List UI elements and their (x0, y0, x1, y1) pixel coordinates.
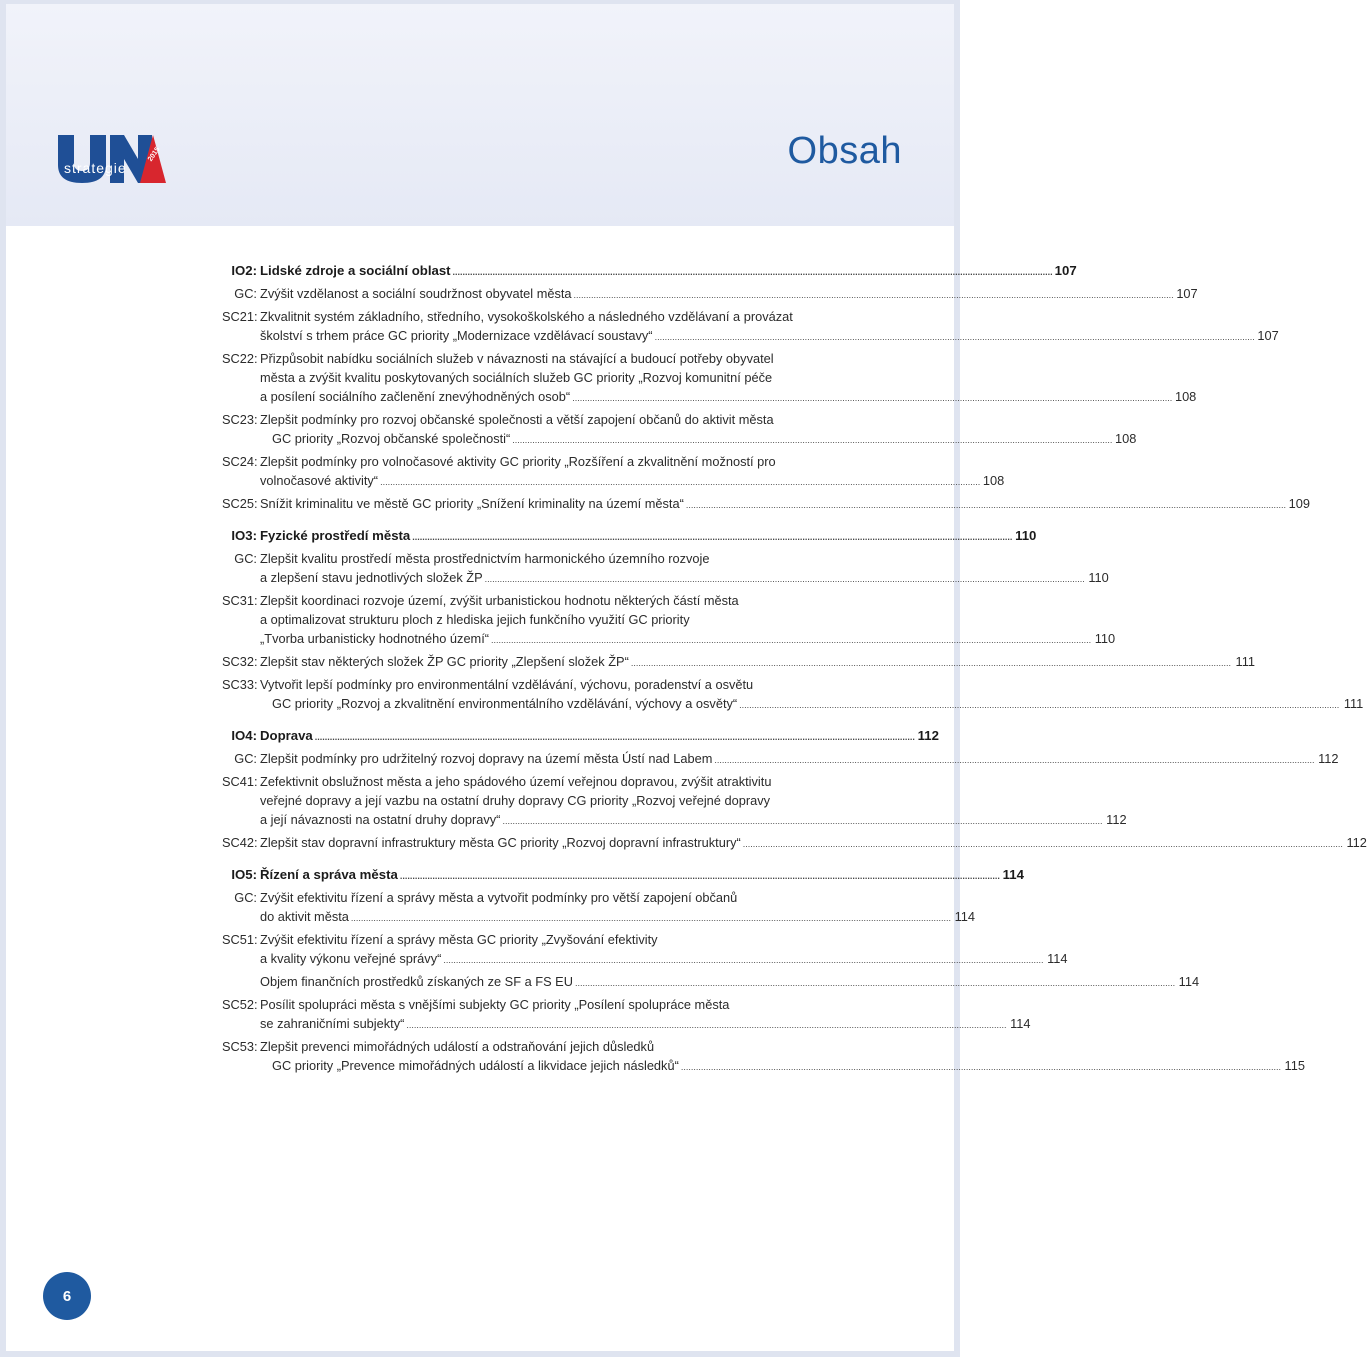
toc-entry-text: volnočasové aktivity“ (260, 473, 379, 488)
toc-entry-text: a zlepšení stavu jednotlivých složek ŽP (260, 570, 483, 585)
toc-entry[interactable] (222, 494, 1310, 515)
toc-entry-code: GC: (234, 890, 257, 905)
toc-entry-text: „Tvorba urbanisticky hodnotného území“ (260, 631, 490, 646)
toc-page-number: 107 (1257, 328, 1279, 343)
toc-page-number: 110 (1015, 528, 1037, 543)
toc-entry[interactable] (222, 833, 1367, 854)
dot-leader (502, 812, 1102, 831)
toc-entry-code: SC31: (222, 593, 258, 608)
toc-entry-code: SC23: (222, 412, 258, 427)
toc-page-number: 114 (954, 909, 976, 924)
toc-page-number: 111 (1343, 696, 1364, 711)
toc-entry-text: Zlepšit podmínky pro rozvoj občanské společnosti a větší zapojení občanů do aktivit města (260, 412, 774, 427)
toc-page-number: 109 (1288, 496, 1310, 511)
toc-entry-code: GC: (234, 286, 257, 301)
dot-leader (574, 286, 1174, 305)
toc-page-number: 114 (1178, 974, 1200, 989)
dot-leader (412, 528, 1012, 547)
toc-entry-code: IO4: (231, 728, 257, 743)
toc-entry-text: Zlepšit koordinaci rozvoje území, zvýšit urbanistickou hodnotu některých částí města (260, 593, 739, 608)
dot-leader (485, 570, 1085, 589)
toc-entry-code: SC41: (222, 774, 258, 789)
toc-entry-text: a posílení sociálního začlenění znevýhodněných osob“ (260, 389, 571, 404)
toc-entry-text: Doprava (260, 728, 313, 743)
dot-leader (681, 1058, 1281, 1077)
toc-entry-code (222, 972, 260, 993)
toc-entry-code: SC52: (222, 997, 258, 1012)
toc-entry-code: SC22: (222, 351, 258, 366)
toc-page-number: 115 (1284, 1058, 1305, 1073)
toc-page-number: 110 (1088, 570, 1109, 585)
dot-leader (380, 473, 980, 492)
toc-section-heading[interactable] (222, 726, 939, 747)
toc-entry[interactable] (222, 452, 1005, 492)
toc-page-number: 112 (1346, 835, 1367, 850)
toc-section-heading[interactable] (222, 526, 1037, 547)
toc-page-number: 112 (1318, 751, 1339, 766)
toc-entry-code: SC32: (222, 654, 258, 669)
toc-entry-text: GC priority „Rozvoj a zkvalitnění environmentálního vzdělávání, výchovy a osvěty“ (272, 696, 738, 711)
toc-entry-text: města a zvýšit kvalitu poskytovaných sociálních služeb GC priority „Rozvoj komunitní péče (260, 370, 773, 385)
toc-section-heading[interactable] (222, 865, 1024, 886)
dot-leader (739, 696, 1339, 715)
toc-entry[interactable] (222, 549, 1109, 589)
toc-entry[interactable] (222, 284, 1198, 305)
toc-entry-code: GC: (234, 751, 257, 766)
toc-entry-code: SC24: (222, 454, 258, 469)
logo-year: 2015 (147, 146, 162, 163)
toc-entry[interactable] (222, 652, 1255, 673)
table-of-contents (222, 261, 1367, 1077)
toc-entry-code: SC25: (222, 496, 258, 511)
toc-entry[interactable] (222, 749, 1339, 770)
toc-entry-text: Zlepšit podmínky pro udržitelný rozvoj dopravy na území města Ústí nad Labem (260, 751, 713, 766)
dot-leader (714, 751, 1314, 770)
toc-page-number: 108 (1115, 431, 1137, 446)
logo (56, 133, 168, 185)
toc-entry[interactable] (222, 591, 1116, 650)
toc-entry-text: Snížit kriminalitu ve městě GC priority „Snížení kriminality na území města“ (260, 496, 684, 511)
toc-entry-text: Objem finančních prostředků získaných ze SF a FS EU (260, 974, 573, 989)
toc-entry-code: IO5: (231, 867, 257, 882)
dot-leader (443, 951, 1043, 970)
toc-entry-code: IO2: (231, 263, 257, 278)
toc-page-number: 111 (1235, 654, 1255, 669)
toc-entry-code: IO3: (231, 528, 257, 543)
toc-entry-text: Zefektivnit obslužnost města a jeho spádového území veřejnou dopravou, zvýšit atraktivitu (260, 774, 772, 789)
dot-leader (491, 631, 1091, 650)
toc-entry-text: Zkvalitnit systém základního, středního, vysokoškolského a následného vzdělávaní a provázat (260, 309, 793, 324)
toc-entry-text: Vytvořit lepší podmínky pro environmentální vzdělávání, výchovu, poradenství a osvětu (260, 677, 754, 692)
toc-section-heading[interactable] (222, 261, 1077, 282)
header-band (6, 4, 954, 226)
page-title: Obsah (787, 130, 902, 172)
dot-leader (631, 654, 1231, 673)
toc-page-number: 107 (1054, 263, 1077, 278)
page-number: 6 (43, 1272, 91, 1320)
toc-entry[interactable] (222, 307, 1279, 347)
dot-leader (453, 263, 1053, 282)
logo-word: strategie (64, 160, 127, 176)
dot-leader (572, 389, 1172, 408)
toc-entry[interactable] (222, 972, 1200, 993)
toc-entry-text: a její návaznosti na ostatní druhy dopravy“ (260, 812, 501, 827)
toc-entry-text: Fyzické prostředí města (260, 528, 411, 543)
toc-page-number: 108 (982, 473, 1005, 488)
dot-leader (400, 867, 1000, 886)
toc-page-number: 114 (1010, 1016, 1031, 1031)
toc-entry-text: GC priority „Rozvoj občanské společnosti“ (272, 431, 511, 446)
toc-page-number: 108 (1174, 389, 1197, 404)
toc-entry-text: GC priority „Prevence mimořádných událostí a likvidace jejich následků“ (272, 1058, 679, 1073)
dot-leader (315, 728, 915, 747)
toc-entry-text: Posílit spolupráci města s vnějšími subjekty GC priority „Posílení spolupráce města (260, 997, 730, 1012)
toc-entry-text: a kvality výkonu veřejné správy“ (260, 951, 442, 966)
toc-entry-code: SC51: (222, 932, 258, 947)
dot-leader (351, 909, 951, 928)
toc-page-number: 114 (1002, 867, 1024, 882)
toc-entry[interactable] (222, 772, 1127, 831)
toc-entry-text: Zvýšit efektivitu řízení a správy města a vytvořit podmínky pro větší zapojení občanů (260, 890, 738, 905)
toc-entry-text: Zvýšit vzdělanost a sociální soudržnost obyvatel města (260, 286, 572, 301)
toc-entry-text: Zlepšit kvalitu prostředí města prostřednictvím harmonického územního rozvoje (260, 551, 710, 566)
toc-entry[interactable] (222, 675, 1364, 715)
toc-page-number: 112 (917, 728, 939, 743)
toc-page-number: 114 (1047, 951, 1068, 966)
dot-leader (655, 328, 1255, 347)
toc-entry[interactable] (222, 1037, 1305, 1077)
toc-entry-text: Zlepšit podmínky pro volnočasové aktivity GC priority „Rozšíření a zkvalitnění možností pro (260, 454, 776, 469)
toc-entry-text: Zlepšit stav dopravní infrastruktury města GC priority „Rozvoj dopravní infrastruktury“ (260, 835, 741, 850)
toc-entry-code: SC53: (222, 1039, 258, 1054)
toc-entry-text: Přizpůsobit nabídku sociálních služeb v návaznosti na stávající a budoucí potřeby obyvatel (260, 351, 774, 366)
toc-entry-text: Zlepšit prevenci mimořádných událostí a odstraňování jejich důsledků (260, 1039, 655, 1054)
toc-entry-code: SC33: (222, 677, 258, 692)
toc-entry[interactable] (222, 410, 1137, 450)
toc-entry[interactable] (222, 930, 1068, 970)
toc-entry-text: Zvýšit efektivitu řízení a správy města GC priority „Zvyšování efektivity (260, 932, 658, 947)
toc-entry-code: SC21: (222, 309, 258, 324)
toc-entry-text: školství s trhem práce GC priority „Modernizace vzdělávací soustavy“ (260, 328, 653, 343)
toc-page-number: 112 (1106, 812, 1127, 827)
toc-entry[interactable] (222, 995, 1031, 1035)
toc-entry-text: Zlepšit stav některých složek ŽP GC priority „Zlepšení složek ŽP“ (260, 654, 629, 669)
toc-entry[interactable] (222, 349, 1197, 408)
toc-entry-text: veřejné dopravy a její vazbu na ostatní druhy dopravy CG priority „Rozvoj veřejné dopravy (260, 793, 770, 808)
dot-leader (686, 496, 1286, 515)
toc-entry[interactable] (222, 888, 976, 928)
toc-entry-text: a optimalizovat strukturu ploch z hlediska jejich funkčního využití GC priority (260, 612, 690, 627)
dot-leader (512, 431, 1112, 450)
dot-leader (406, 1016, 1006, 1035)
toc-entry-text: do aktivit města (260, 909, 349, 924)
toc-page-number: 107 (1176, 286, 1198, 301)
toc-entry-text: Lidské zdroje a sociální oblast (260, 263, 451, 278)
toc-page-number: 110 (1094, 631, 1116, 646)
toc-entry-code: GC: (234, 551, 257, 566)
dot-leader (575, 974, 1175, 993)
toc-entry-code: SC42: (222, 835, 258, 850)
dot-leader (743, 835, 1343, 854)
toc-entry-text: se zahraničními subjekty“ (260, 1016, 405, 1031)
toc-entry-text: Řízení a správa města (260, 867, 398, 882)
